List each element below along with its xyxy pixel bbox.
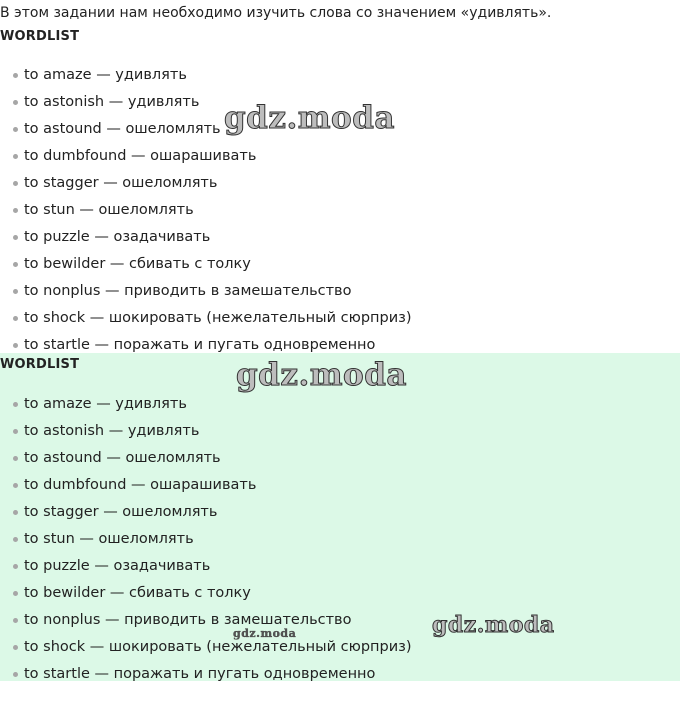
bullet-icon [13,645,18,650]
word-entry: to dumbfound — ошарашивать [24,477,257,493]
intro-text: В этом задании нам необходимо изучить слова со значением «удивлять». [0,5,552,21]
word-entry: to startle — поражать и пугать одновременно [24,337,376,353]
list-item [0,634,412,661]
list-item [0,661,412,688]
word-entry: to shock — шокировать (нежелательный сюрприз) [24,639,412,655]
bullet-icon [13,483,18,488]
watermark: gdz.moda [236,357,407,393]
list-item [0,445,412,472]
list-item [0,553,412,580]
watermark: gdz.moda [224,100,395,136]
bullet-icon [13,127,18,132]
word-entry: to amaze — удивлять [24,67,187,83]
wordlist-heading: WORDLIST [0,357,80,372]
word-entry: to puzzle — озадачивать [24,229,211,245]
list-item [0,472,412,499]
list-item [0,580,412,607]
wordlist [0,391,412,688]
bullet-icon [13,100,18,105]
bullet-icon [13,289,18,294]
wordlist-heading: WORDLIST [0,29,80,44]
word-entry: to shock — шокировать (нежелательный сюрприз) [24,310,412,326]
word-entry: to stun — ошеломлять [24,202,194,218]
word-entry: to astound — ошеломлять [24,121,221,137]
bullet-icon [13,316,18,321]
word-entry: to stun — ошеломлять [24,531,194,547]
word-entry: to stagger — ошеломлять [24,504,218,520]
bullet-icon [13,429,18,434]
word-entry: to dumbfound — ошарашивать [24,148,257,164]
word-entry: to astonish — удивлять [24,423,200,439]
word-entry: to stagger — ошеломлять [24,175,218,191]
word-entry: to nonplus — приводить в замешательство [24,283,352,299]
word-entry: to bewilder — сбивать с толку [24,585,251,601]
list-item [0,251,412,278]
word-entry: to bewilder — сбивать с толку [24,256,251,272]
bullet-icon [13,402,18,407]
word-entry: to startle — поражать и пугать одновременно [24,666,376,682]
list-item [0,391,412,418]
bullet-icon [13,343,18,348]
list-item [0,197,412,224]
word-entry: to nonplus — приводить в замешательство [24,612,352,628]
bullet-icon [13,537,18,542]
bullet-icon [13,456,18,461]
bullet-icon [13,73,18,78]
list-item [0,62,412,89]
bullet-icon [13,235,18,240]
list-item [0,170,412,197]
list-item [0,526,412,553]
word-entry: to astonish — удивлять [24,94,200,110]
bullet-icon [13,591,18,596]
word-entry: to puzzle — озадачивать [24,558,211,574]
list-item [0,499,412,526]
list-item [0,305,412,332]
bullet-icon [13,672,18,677]
list-item [0,418,412,445]
bullet-icon [13,618,18,623]
watermark: gdz.moda [233,627,297,640]
bullet-icon [13,208,18,213]
bullet-icon [13,564,18,569]
bullet-icon [13,510,18,515]
list-item [0,224,412,251]
list-item [0,143,412,170]
word-entry: to amaze — удивлять [24,396,187,412]
list-item [0,607,412,634]
list-item [0,278,412,305]
word-entry: to astound — ошеломлять [24,450,221,466]
bullet-icon [13,154,18,159]
bullet-icon [13,181,18,186]
bullet-icon [13,262,18,267]
watermark: gdz.moda [432,612,555,638]
